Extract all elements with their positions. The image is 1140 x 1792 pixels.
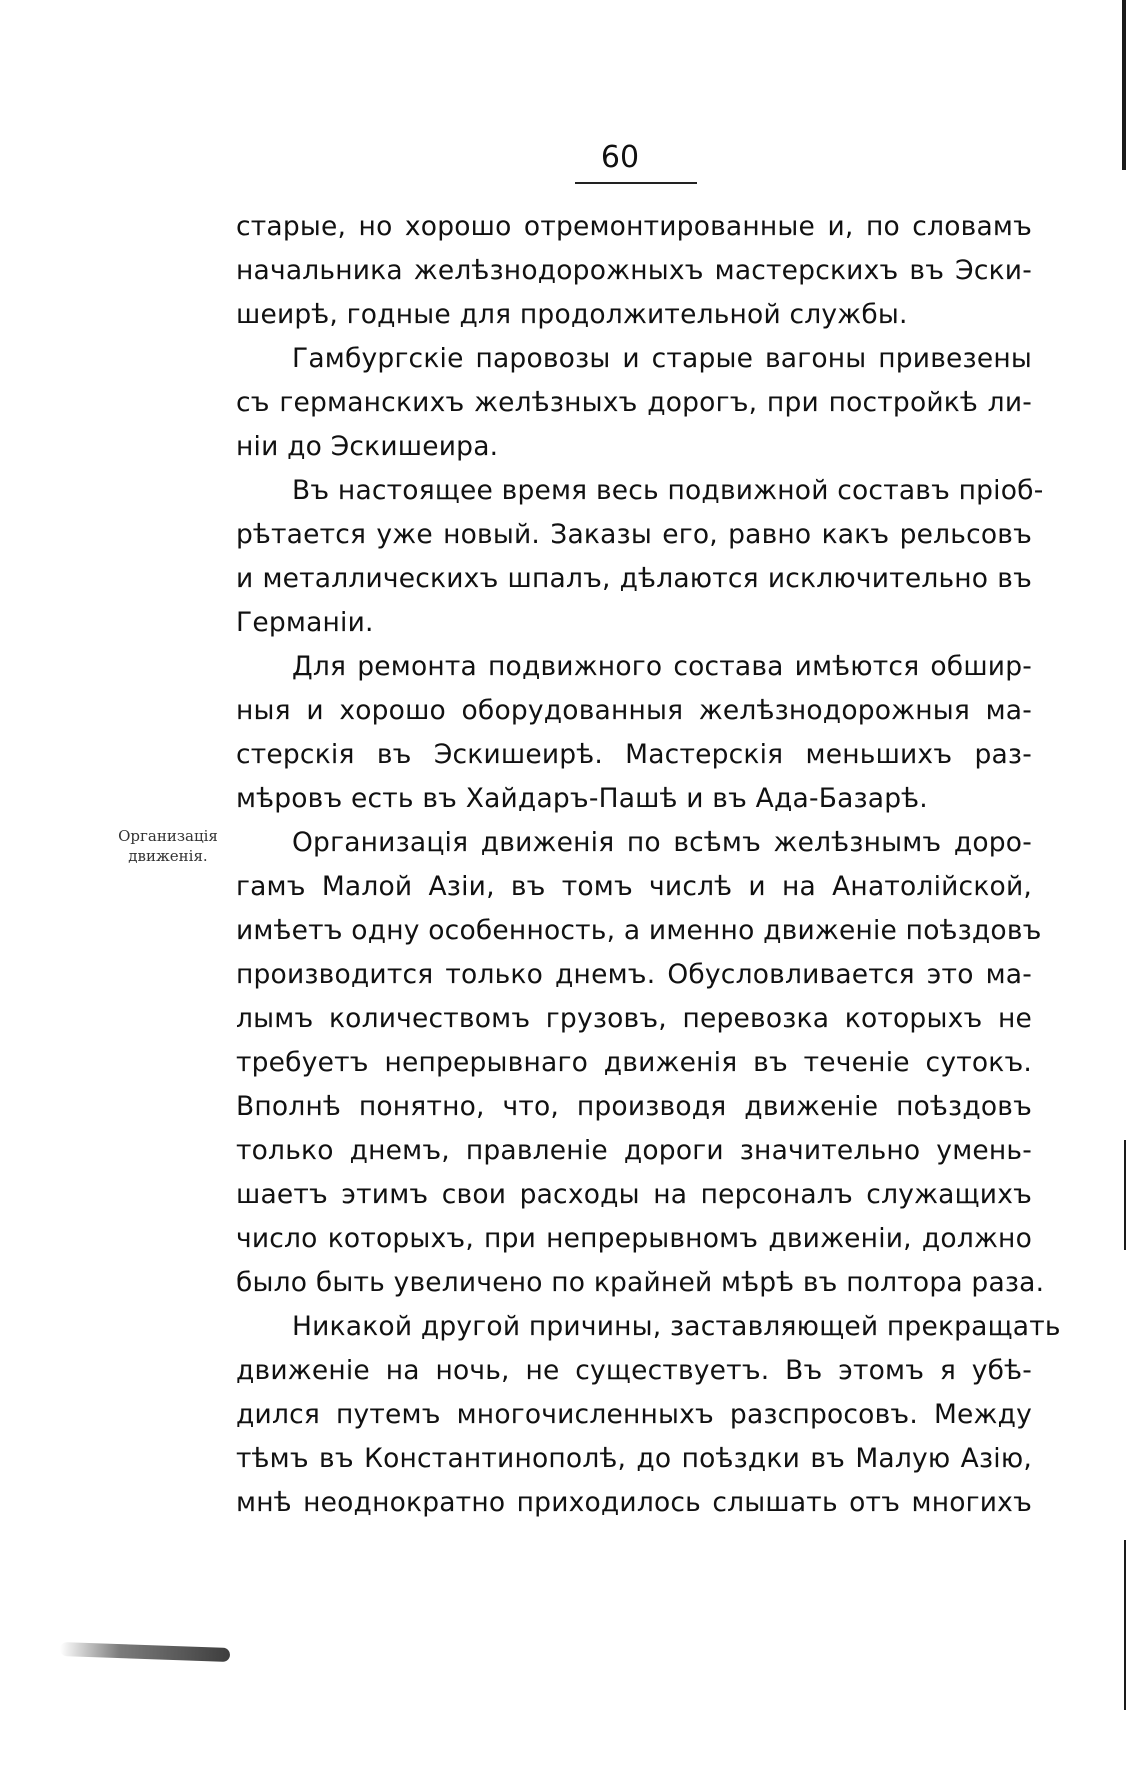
scan-edge-line: [1122, 0, 1126, 170]
text-line: мѣровъ есть въ Хайдаръ-Пашѣ и въ Ада-Базарѣ.: [236, 783, 928, 814]
text-line: рѣтается уже новый. Заказы его, равно какъ рельсовъ: [236, 519, 1032, 550]
margin-note-line: движенія.: [128, 847, 208, 865]
body-text: [236, 205, 1061, 1525]
text-line: Для ремонта подвижного состава имѣются обшир-: [292, 651, 1032, 682]
text-line: имѣетъ одну особенность, а именно движеніе поѣздовъ: [236, 915, 1042, 946]
text-line: число которыхъ, при непрерывномъ движеніи, должно: [236, 1223, 1032, 1254]
text-line: лымъ количествомъ грузовъ, перевозка которыхъ не: [236, 1003, 1032, 1034]
text-line: дился путемъ многочисленныхъ разспросовъ. Между: [236, 1399, 1032, 1430]
text-line: шеирѣ, годные для продолжительной службы.: [236, 299, 908, 330]
text-line: Организація движенія по всѣмъ желѣзнымъ доро-: [292, 827, 1032, 858]
text-line: было быть увеличено по крайней мѣрѣ въ полтора раза.: [236, 1267, 1045, 1298]
text-line: гамъ Малой Азіи, въ томъ числѣ и на Анатолійской,: [236, 871, 1032, 902]
text-line: съ германскихъ желѣзныхъ дорогъ, при постройкѣ ли-: [236, 387, 1032, 418]
page-number: 60: [600, 140, 640, 175]
text-line: ныя и хорошо оборудованныя желѣзнодорожныя ма-: [236, 695, 1032, 726]
text-line: и металлическихъ шпалъ, дѣлаются исключительно въ: [236, 563, 1032, 594]
text-line: старые, но хорошо отремонтированные и, по словамъ: [236, 211, 1032, 242]
margin-note: [98, 826, 238, 866]
text-line: движеніе на ночь, не существуетъ. Въ этомъ я убѣ-: [236, 1355, 1032, 1386]
text-line: мнѣ неоднократно приходилось слышать отъ многихъ: [236, 1487, 1032, 1518]
text-line: производится только днемъ. Обусловливается это ма-: [236, 959, 1032, 990]
text-line: Въ настоящее время весь подвижной составъ пріоб-: [292, 475, 1044, 506]
text-line: тѣмъ въ Константинополѣ, до поѣздки въ Малую Азію,: [236, 1443, 1032, 1474]
scan-smudge: [60, 1642, 230, 1662]
scan-edge-line: [1124, 1540, 1126, 1710]
text-line: шаетъ этимъ свои расходы на персоналъ служащихъ: [236, 1179, 1032, 1210]
text-line: Никакой другой причины, заставляющей прекращать: [292, 1311, 1061, 1342]
scan-edge-line: [1124, 1140, 1126, 1250]
text-line: только днемъ, правленіе дороги значительно умень-: [236, 1135, 1032, 1166]
header-rule: [575, 182, 697, 184]
text-line: ніи до Эскишеира.: [236, 431, 499, 462]
text-line: требуетъ непрерывнаго движенія въ теченіе сутокъ.: [236, 1047, 1032, 1078]
text-line: Гамбургскіе паровозы и старые вагоны привезены: [292, 343, 1032, 374]
text-line: начальника желѣзнодорожныхъ мастерскихъ въ Эски-: [236, 255, 1032, 286]
text-line: Вполнѣ понятно, что, производя движеніе поѣздовъ: [236, 1091, 1032, 1122]
text-line: стерскія въ Эскишеирѣ. Мастерскія меньшихъ раз-: [236, 739, 1032, 770]
margin-note-line: Организація: [118, 827, 218, 845]
text-line: Германіи.: [236, 607, 374, 638]
